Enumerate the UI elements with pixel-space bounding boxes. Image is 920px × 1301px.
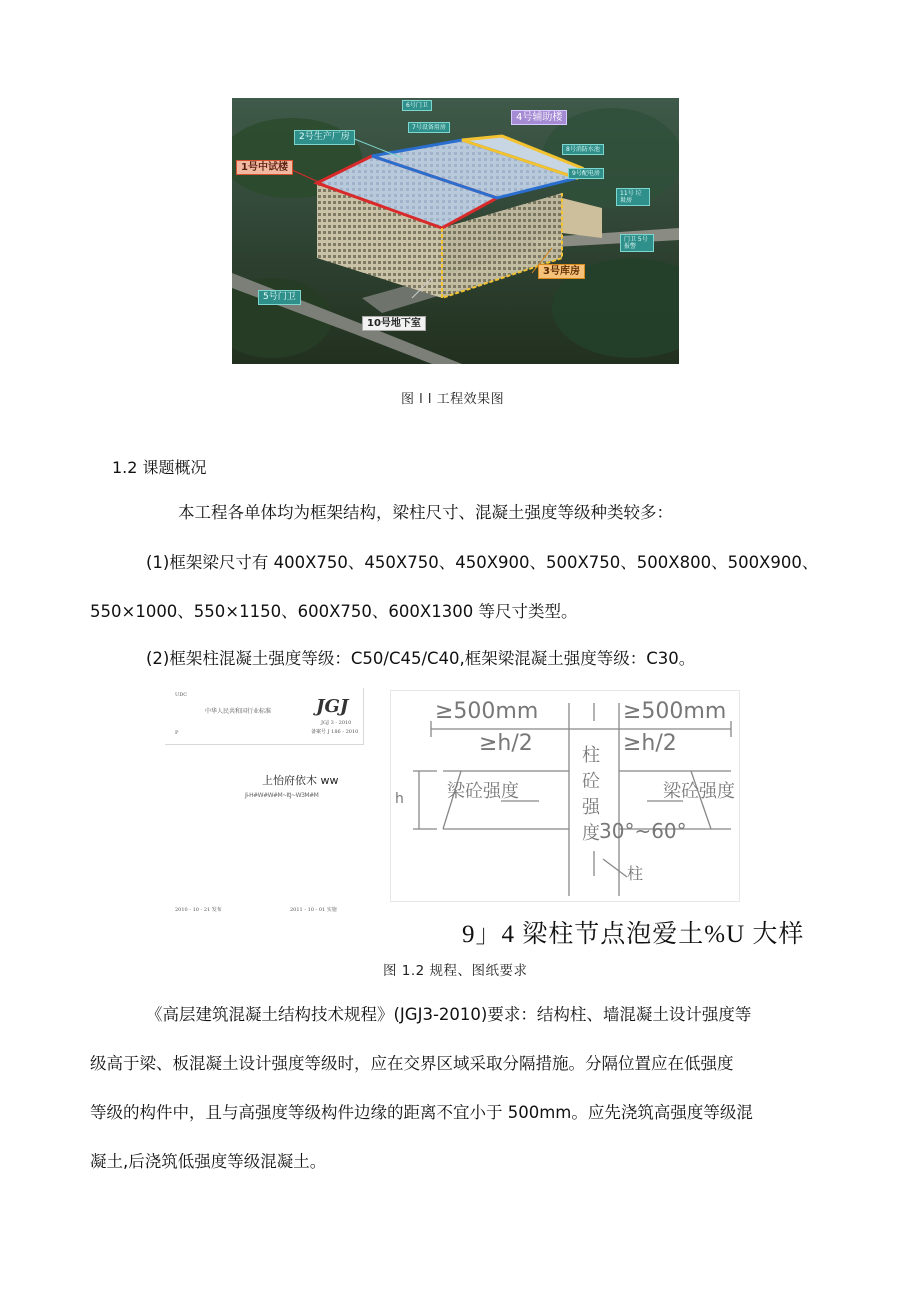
column-label-char: 强 bbox=[582, 797, 600, 818]
cover-date-left: 2010 - 10 - 21 发布 bbox=[175, 907, 222, 913]
column-label-char: 度 bbox=[582, 823, 600, 844]
cover-p: P bbox=[175, 730, 179, 736]
body-line3: 等级的构件中，且与高强度等级构件边缘的距离不宜小于 500mm。应先浇筑高强度等级混 bbox=[90, 1103, 753, 1122]
beam-right-label: 梁砼强度 bbox=[663, 781, 735, 802]
cover-code2: 备案号 J 186 - 2010 bbox=[311, 729, 359, 735]
cover-code1: JGJ 3 - 2010 bbox=[321, 720, 352, 726]
cover-date-right: 2011 - 10 - 01 实施 bbox=[290, 907, 337, 913]
figure2-caption: 图 1.2 规程、图纸要求 bbox=[383, 963, 528, 979]
callout-small-c: 8号消防水池 bbox=[562, 144, 604, 155]
h-label: h bbox=[395, 791, 404, 807]
standard-cover-image bbox=[165, 688, 365, 920]
intro-paragraph: 本工程各单体均为框架结构，梁柱尺寸、混凝土强度等级种类较多： bbox=[178, 503, 673, 522]
column-label: 柱 bbox=[627, 864, 644, 883]
half-left-label: ≥h/2 bbox=[479, 731, 533, 756]
jgj-logo: JGJ bbox=[316, 696, 349, 717]
callout-small-e: 门卫 5号 报警 bbox=[620, 234, 654, 252]
callout-building3: 3号库房 bbox=[538, 264, 585, 279]
cover-title: 上怡府依木 ww bbox=[262, 774, 339, 787]
dim-left-label: ≥500mm bbox=[435, 699, 539, 724]
body-line2: 级高于梁、板混凝土设计强度等级时，应在交界区域采取分隔措施。分隔位置应在低强度 bbox=[90, 1054, 734, 1073]
body-line4: 凝土,后浇筑低强度等级混凝土。 bbox=[90, 1152, 327, 1171]
half-right-label: ≥h/2 bbox=[623, 731, 677, 756]
body-line1: 《高层建筑混凝土结构技术规程》(JGJ3-2010)要求：结构柱、墙混凝土设计强度等 bbox=[146, 1005, 752, 1024]
callout-building4: 4号辅助楼 bbox=[511, 110, 567, 125]
callout-small-f: 11号 垃圾房 bbox=[616, 188, 650, 206]
figure1-caption: 图 l l 工程效果图 bbox=[401, 392, 505, 407]
angle-label: 30°~60° bbox=[599, 819, 687, 843]
dim-right-label: ≥500mm bbox=[623, 699, 727, 724]
callout-building1: 1号中试楼 bbox=[236, 160, 293, 175]
item1-line1: (1)框架梁尺寸有 400X750、450X750、450X900、500X750、500X800、500X900、 bbox=[146, 553, 819, 572]
callout-building10: 10号地下室 bbox=[362, 316, 426, 331]
column-strength-label bbox=[582, 743, 600, 847]
item1-line2: 550×1000、550×1150、600X750、600X1300 等尺寸类型。 bbox=[90, 602, 578, 621]
item2-paragraph: (2)框架柱混凝土强度等级：C50/C45/C40,框架梁混凝土强度等级：C30。 bbox=[146, 649, 696, 668]
column-label-char: 砼 bbox=[582, 771, 600, 792]
detail-drawing-title: 9」4 梁柱节点泡爱土%U 大样 bbox=[462, 921, 805, 948]
column-label-char: 柱 bbox=[582, 745, 600, 766]
cover-subtitle: Ji-H#W#W#M~ItJ~W3M#M bbox=[245, 792, 319, 799]
callout-small-d: 9号配电房 bbox=[568, 168, 604, 179]
callout-small-a: 6号门卫 bbox=[402, 100, 432, 111]
callout-building2: 2号生产厂房 bbox=[294, 130, 355, 145]
beam-column-joint-sketch bbox=[390, 690, 740, 902]
beam-left-label: 梁砼强度 bbox=[447, 781, 519, 802]
callout-small-b: 7号设备用房 bbox=[408, 122, 450, 133]
cover-udc: UDC bbox=[175, 692, 188, 698]
project-rendering-image bbox=[232, 98, 679, 364]
section-heading: 1.2 课题概况 bbox=[112, 458, 207, 477]
callout-gate: 5号门卫 bbox=[258, 290, 301, 305]
cover-issuer: 中华人民共和国行业标准 bbox=[205, 708, 272, 715]
